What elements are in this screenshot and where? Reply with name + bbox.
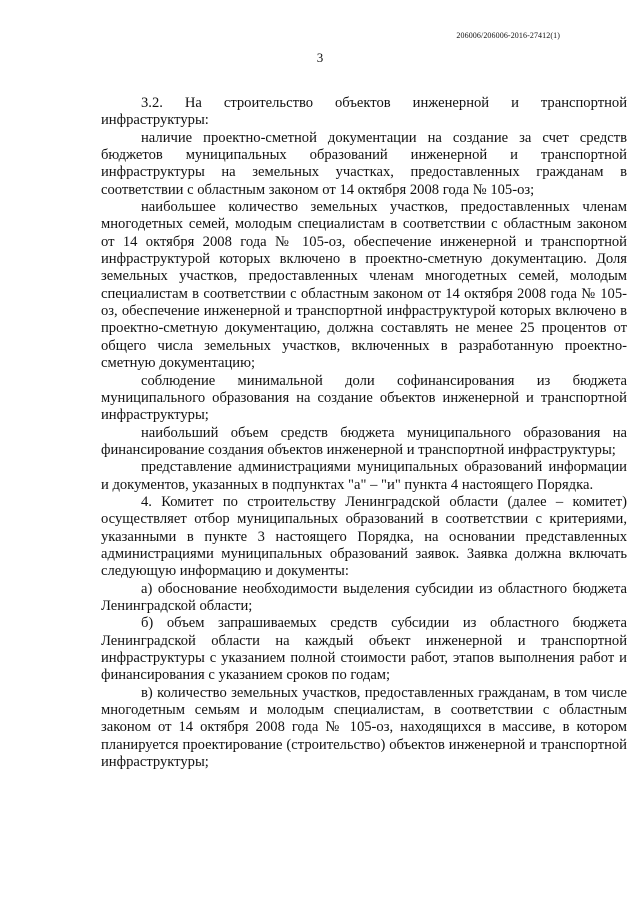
document-body [101,95,627,771]
paragraph-item-v: в) количество земельных участков, предоставленных гражданам, в том числе многодетным семьям и молодым специалистам, в соответствии с областным законом от 14 октября 2008 года № 105-оз, находящихся в массиве, в котором планируется проектирование (строительство) объектов инженерной и транспортной инфраструктуры; [101,684,627,771]
paragraph-item-a: а) обоснование необходимости выделения субсидии из областного бюджета Ленинградской области; [101,580,627,614]
paragraph-land-plots-count: наибольшее количество земельных участков, предоставленных членам многодетных семей, молодым специалистам в соответствии с областным законом от 14 октября 2008 года № 105-оз, обеспечение инженерной и транспортной инфраструктурой которых включено в проектно-сметную документацию. Доля земельных участков, предоставленных членам многодетных семей, молодым специалистам в соответствии с областным законом от 14 октября 2008 года № 105-оз, обеспечение инженерной и транспортной инфраструктурой которых включено в проектно-сметную документацию, должна составлять не менее 25 процентов от общего числа земельных участков, включенных в разработанную проектно-сметную документацию; [101,199,627,372]
paragraph-item-b: б) объем запрашиваемых средств субсидии из областного бюджета Ленинградской области на каждый объект инженерной и транспортной инфраструктуры с указанием полной стоимости работ, этапов выполнения работ и финансирования с указанием сроков по годам; [101,615,627,684]
paragraph-3-2: 3.2. На строительство объектов инженерной и транспортной инфраструктуры: [101,95,627,129]
paragraph-section-4: 4. Комитет по строительству Ленинградской области (далее – комитет) осуществляет отбор муниципальных образований в соответствии с критериями, указанными в пункте 3 настоящего Порядка, на основании представленных администрациями муниципальных образований заявок. Заявка должна включать следующую информацию и документы: [101,493,627,580]
page-number: 3 [316,50,324,65]
document-id: 206006/206006-2016-27412(1) [456,31,560,40]
paragraph-documents-submission: представление администрациями муниципальных образований информации и документов, указанных в подпунктах "а" – "и" пункта 4 настоящего Порядка. [101,459,627,493]
paragraph-cofinancing-share: соблюдение минимальной доли софинансирования из бюджета муниципального образования на создание объектов инженерной и транспортной инфраструктуры; [101,372,627,424]
paragraph-design-docs: наличие проектно-сметной документации на создание за счет средств бюджетов муниципальных образований инженерной и транспортной инфраструктуры на земельных участках, предоставленных гражданам в соответствии с областным законом от 14 октября 2008 года № 105-оз; [101,129,627,198]
paragraph-budget-volume: наибольший объем средств бюджета муниципального образования на финансирование создания объектов инженерной и транспортной инфраструктуры; [101,424,627,458]
